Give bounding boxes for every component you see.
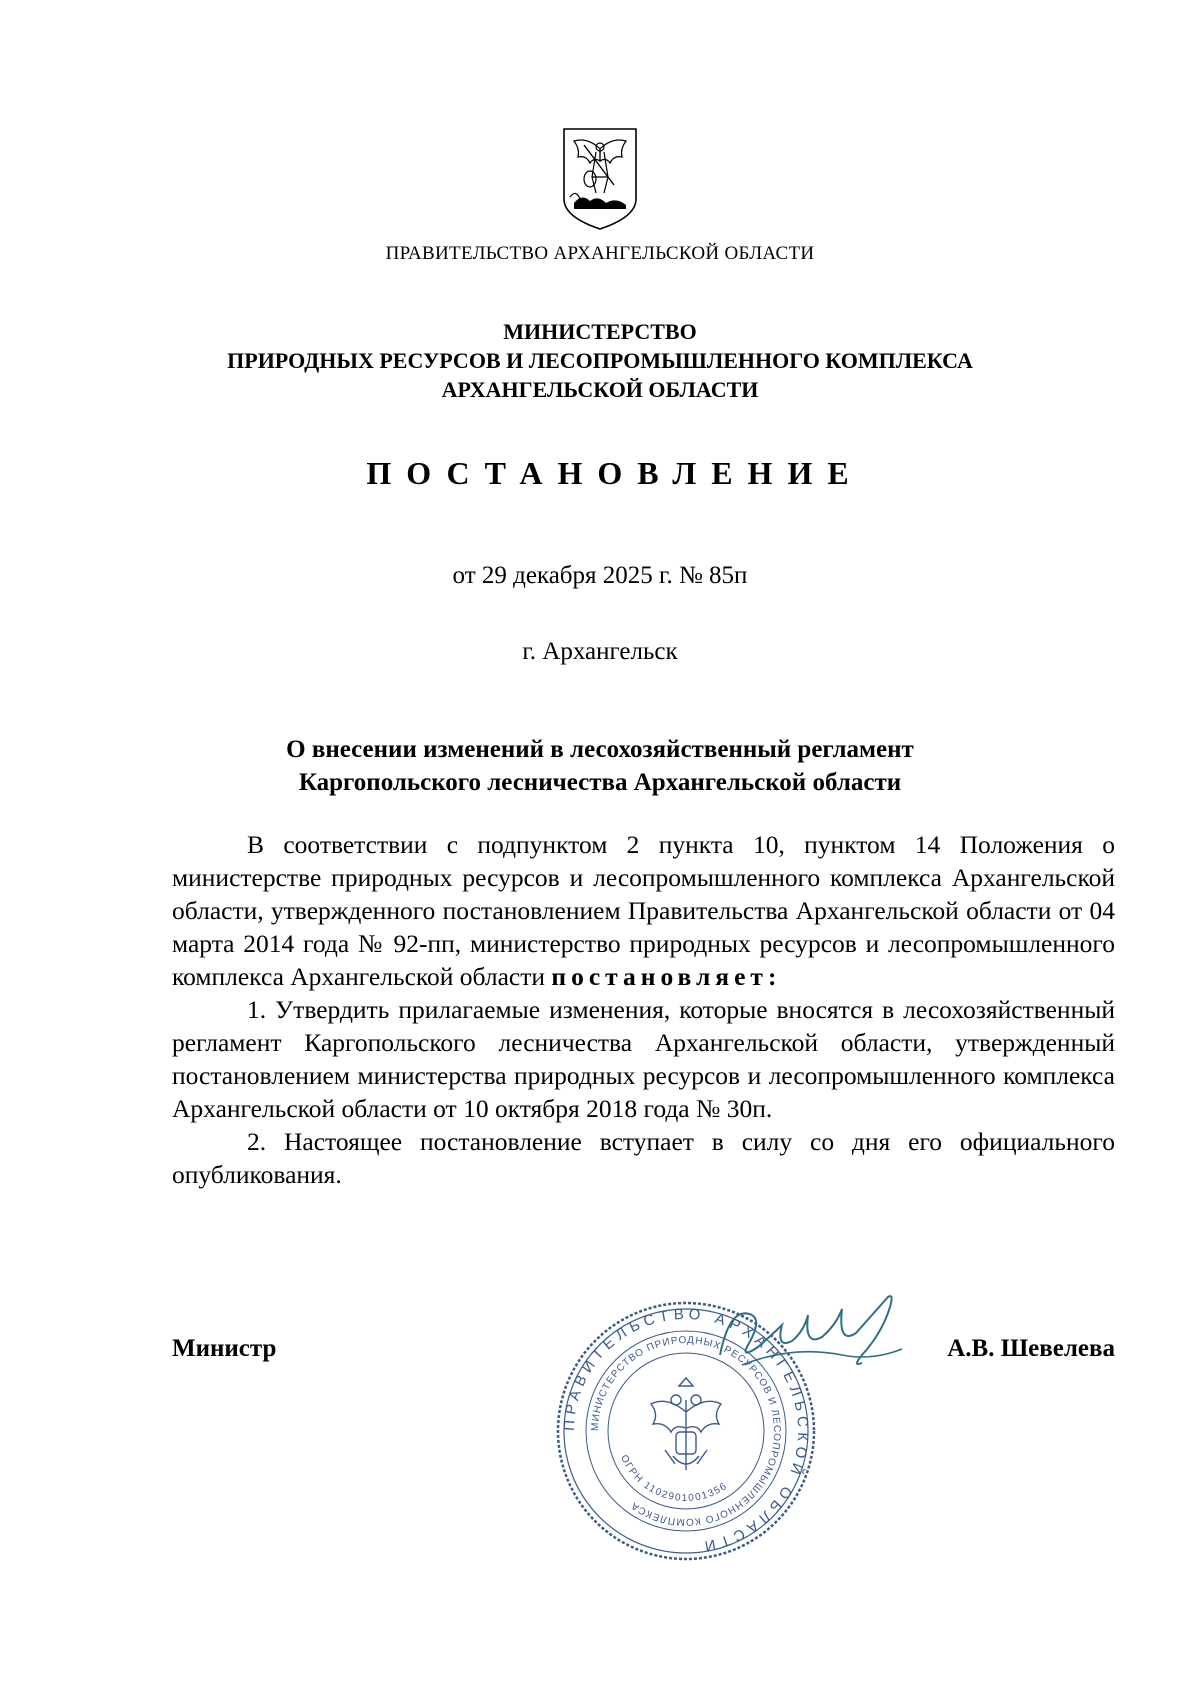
signatory-position: Министр [172,1335,277,1362]
document-date-number: от 29 декабря 2025 г. № 85п [452,562,748,589]
preamble-text: В соответствии с подпунктом 2 пункта 10, пунктом 14 Положения о министерстве природных ресурсов и лесопромышленного комплекса Архангельской области, утвержденного постановлением Правительства Архангельской области от 04 марта 2014 года № 92-пп, министерство природных ресурсов и лесопромышленного комплекса Архангельской области [172,830,1115,991]
ministry-line: ПРИРОДНЫХ РЕСУРСОВ И ЛЕСОПРОМЫШЛЕННОГО КОМПЛЕКСА [227,348,973,373]
ministry-header [0,317,1200,404]
decree-word: постановляет: [551,962,782,991]
document-body [172,828,1115,1191]
seal-outer-text: ПРАВИТЕЛЬСТВО АРХАНГЕЛЬСКОЙ ОБЛАСТИ [560,1305,812,1556]
coat-of-arms-icon [560,127,640,231]
signatory-name: А.В. Шевелева [947,1335,1115,1362]
eagle-icon [651,1378,721,1470]
ministry-line: МИНИСТЕРСТВО [503,319,697,344]
document-city: г. Архангельск [522,638,678,665]
item-1-paragraph: 1. Утвердить прилагаемые изменения, которые вносятся в лесохозяйственный регламент Каргопольского лесничества Архангельской области, утвержденный постановлением министерства природных ресурсов и лесопромышленного комплекса Архангельской области от 10 октября 2018 года № 30п. [172,995,1115,1123]
handwritten-signature [712,1285,912,1390]
item-2-paragraph: 2. Настоящее постановление вступает в силу со дня его официального опубликования. [172,1127,1115,1189]
seal-inner-text: МИНИСТЕРСТВО ПРИРОДНЫХ РЕСУРСОВ И ЛЕСОПРОМЫШЛЕННОГО КОМПЛЕКСА [589,1334,783,1528]
government-header: ПРАВИТЕЛЬСТВО АРХАНГЕЛЬСКОЙ ОБЛАСТИ [385,243,815,264]
preamble-paragraph [172,828,1115,993]
subject-line: Каргопольского лесничества Архангельской области [298,769,902,796]
seal-ogrn-text: ОГРН 1102901001356 [618,1453,730,1505]
subject-line: О внесении изменений в лесохозяйственный регламент [286,736,914,763]
document-type-title: ПОСТАНОВЛЕНИЕ [366,455,864,491]
document-subject [0,733,1200,799]
ministry-line: АРХАНГЕЛЬСКОЙ ОБЛАСТИ [441,377,759,402]
svg-text:ОГРН 1102901001356 [618,1453,730,1504]
